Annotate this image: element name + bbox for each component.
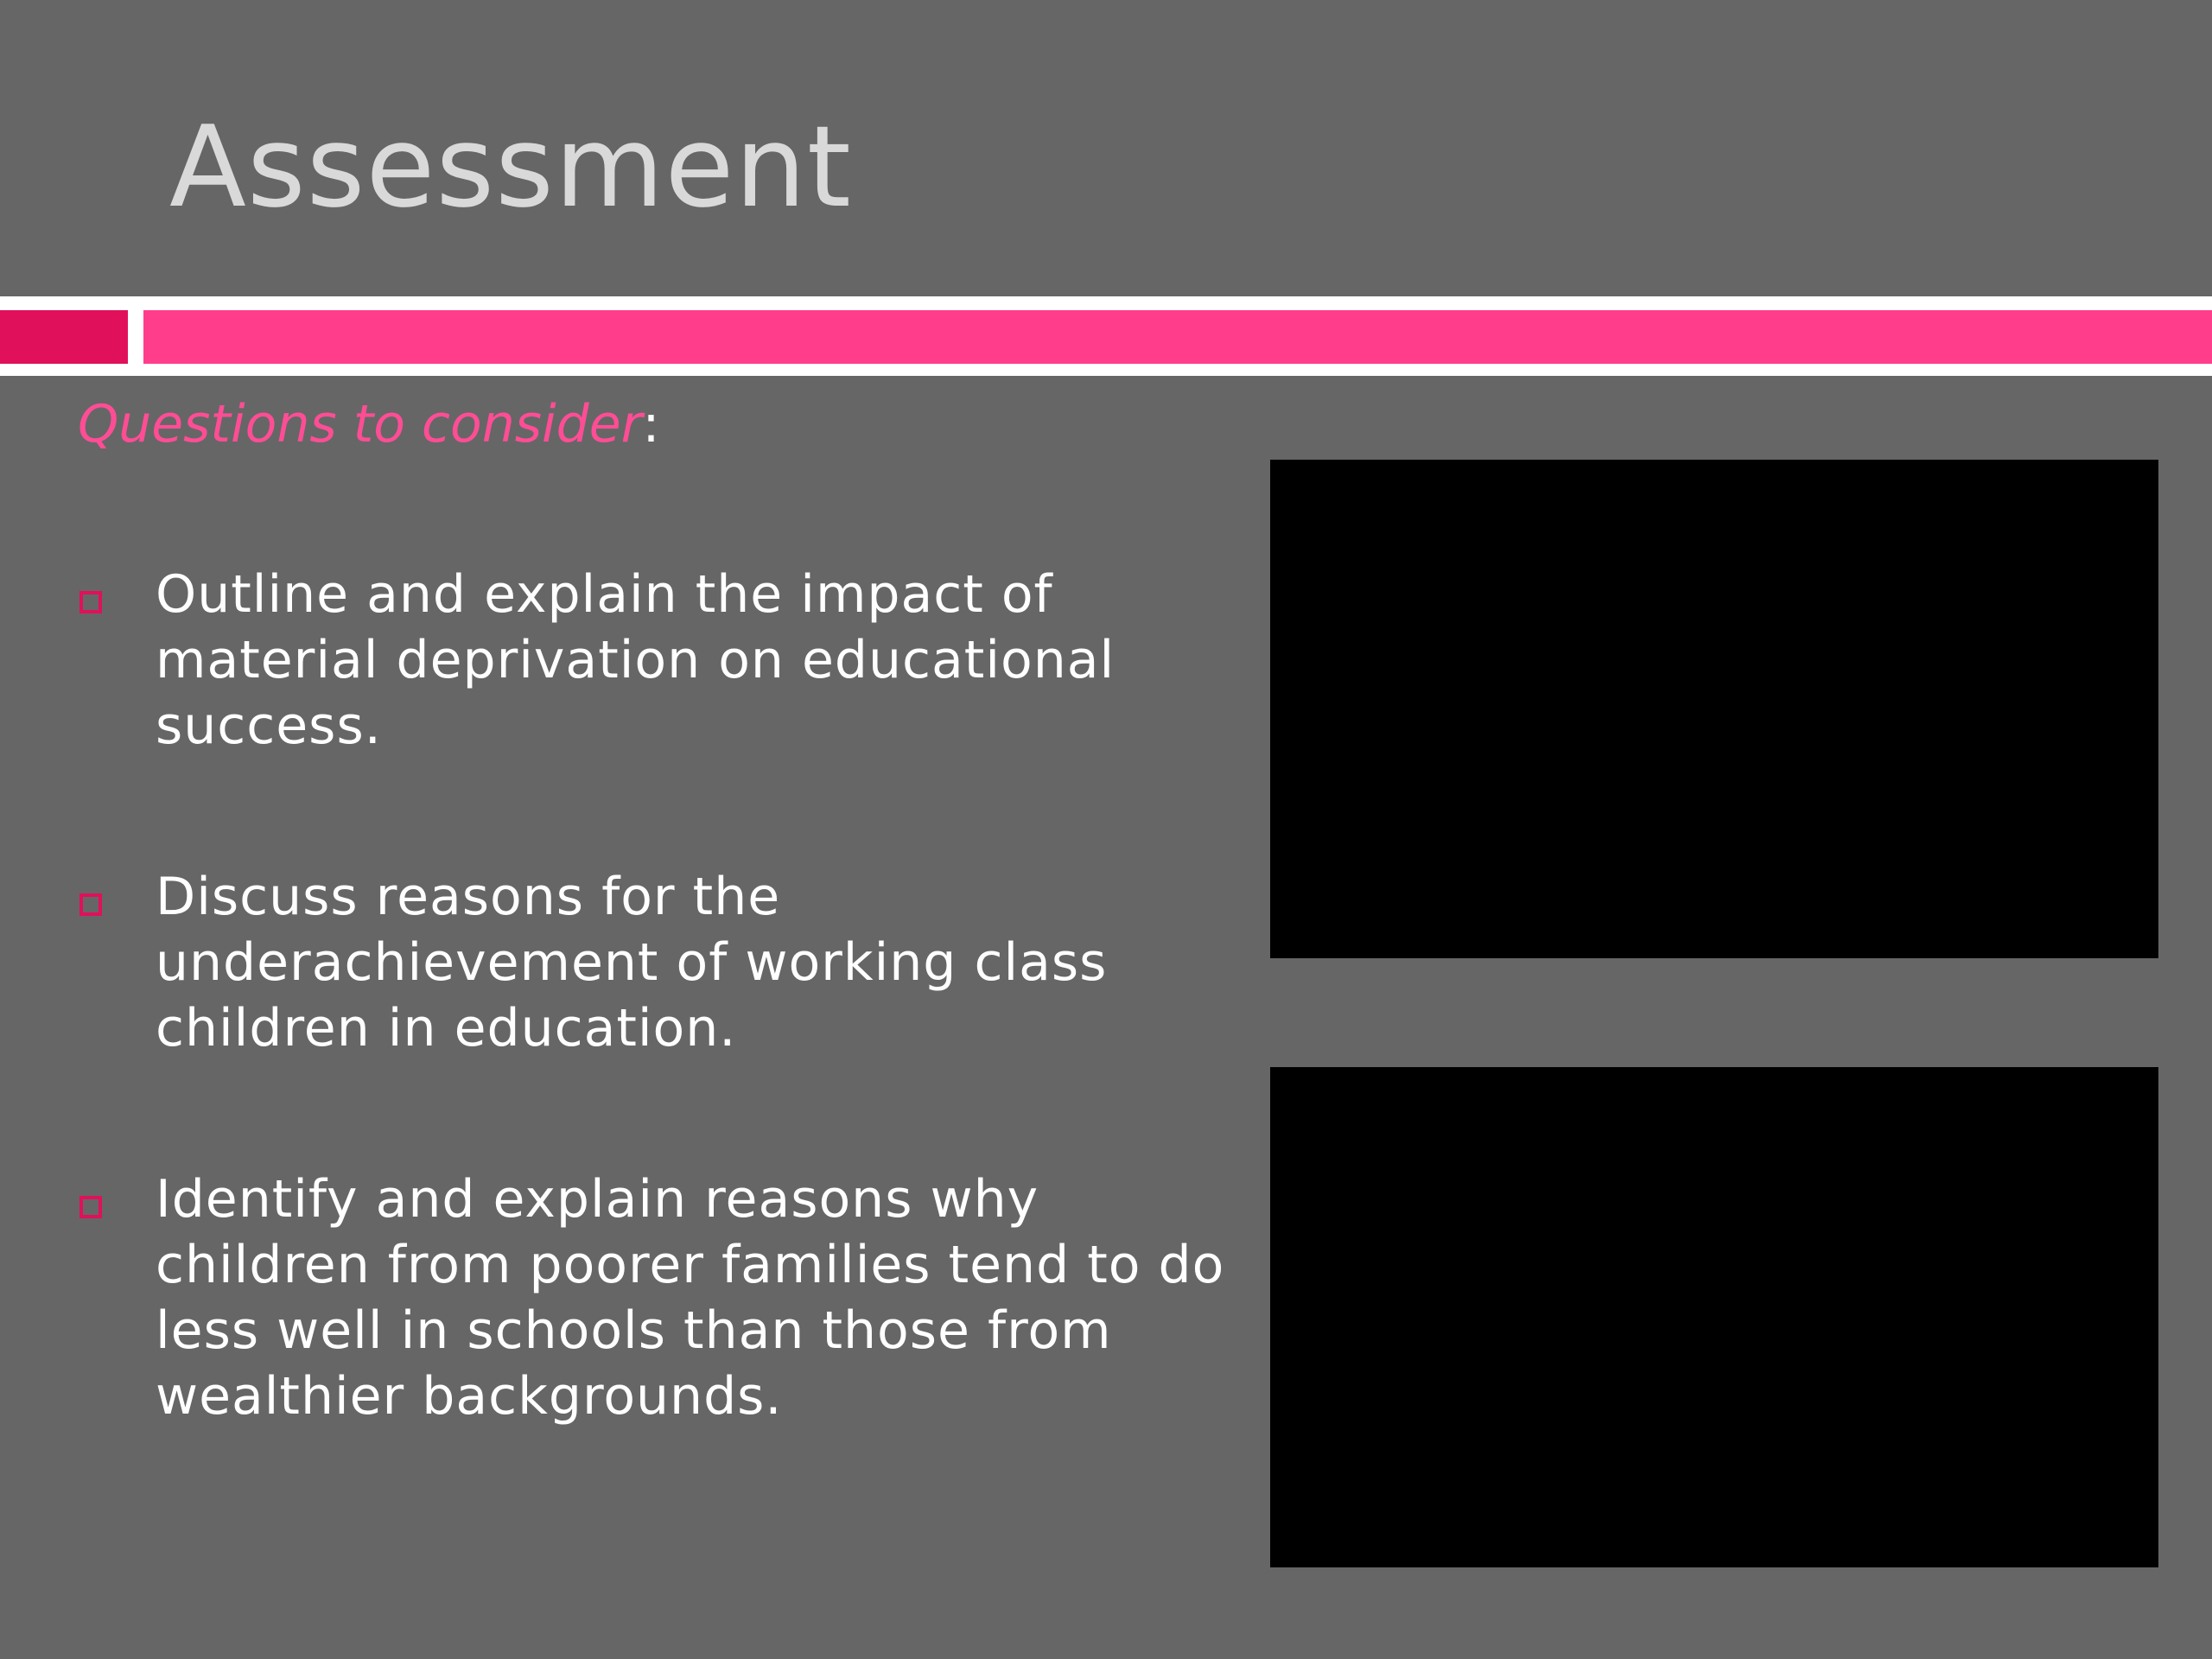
section-subtitle xyxy=(78,393,660,455)
media-placeholder-bottom[interactable] xyxy=(1270,1067,2158,1567)
hollow-square-icon xyxy=(79,1196,102,1218)
subtitle-text: Questions to consider xyxy=(78,394,643,454)
title-divider-accent-left xyxy=(0,310,128,364)
bullet-text: Discuss reasons for the underachievement of working class children in education. xyxy=(156,867,1108,1058)
subtitle-colon: : xyxy=(642,394,660,454)
bullet-text: Outline and explain the impact of material deprivation on educational success. xyxy=(156,564,1116,756)
title-divider-accent-main xyxy=(143,310,2212,364)
hollow-square-icon xyxy=(79,591,102,613)
media-placeholder-top[interactable] xyxy=(1270,460,2158,958)
slide-title: Assessment xyxy=(169,101,852,232)
hollow-square-icon xyxy=(79,893,102,916)
bullet-text: Identify and explain reasons why children from poorer families tend to do less well in schools than those from wealthier backgrounds. xyxy=(156,1169,1225,1427)
